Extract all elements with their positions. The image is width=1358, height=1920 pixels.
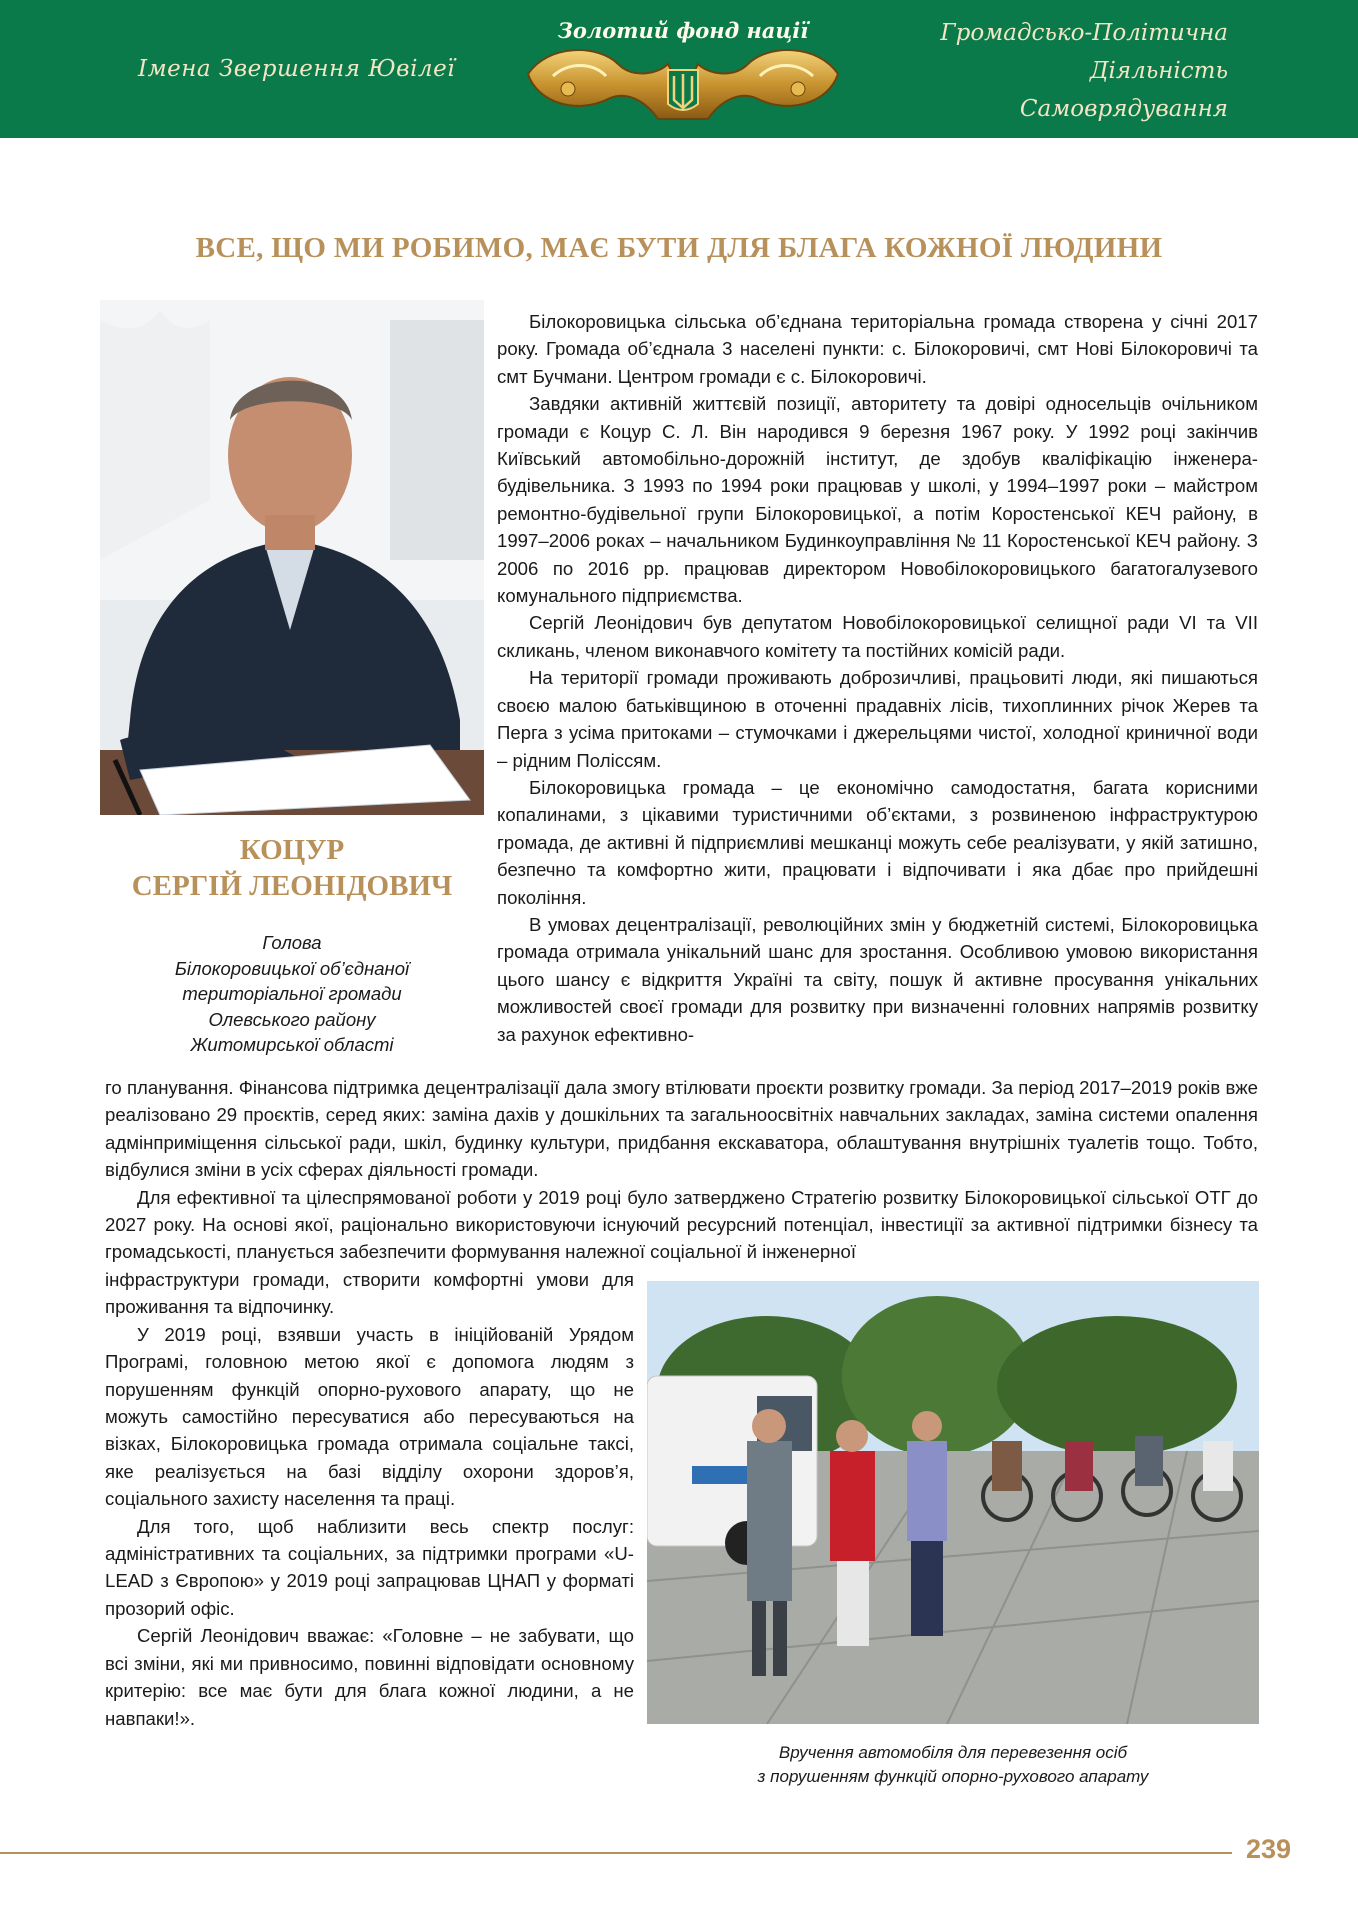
portrait-photo <box>100 300 484 815</box>
paragraph: інфраструктури громади, створити комфортні умови для проживання та відпочинку. <box>105 1269 634 1318</box>
person-role <box>100 930 484 1058</box>
paragraph: Сергій Леонідович був депутатом Новобілокоровицької селищної ради VI та VII скликань, членом виконавчого комітету та постійних комісій ради. <box>497 612 1258 661</box>
role-line: Житомирської області <box>190 1034 394 1055</box>
paragraph: Білокоровицька громада – це економічно самодостатня, багата корисними копалинами, з цікавими туристичними об’єктами, з розвиненою інфраструктурою громада, де активні й підприємливі мешканці можуть себе реалізувати, у якій затишно, безпечно та комфортно жити, працювати і відпочивати і яка дбає про прийдешні покоління. <box>497 776 1258 908</box>
header-right-line: Самоврядування <box>1019 96 1228 122</box>
caption-line: з порушенням функцій опорно-рухового апарату <box>757 1767 1149 1786</box>
header-right-line: Громадсько-Політична <box>940 20 1228 46</box>
paragraph: Сергій Леонідович вважає: «Головне – не забувати, що всі зміни, які ми привносимо, повинні відповідати основному критерію: все має бути для блага кожної людини, а не навпаки!». <box>105 1625 634 1729</box>
article-title: ВСЕ, ЩО МИ РОБИМО, МАЄ БУТИ ДЛЯ БЛАГА КОЖНОЇ ЛЮДИНИ <box>195 232 1163 264</box>
right-column-text <box>497 308 1258 1048</box>
paragraph: Для того, щоб наблизити весь спектр послуг: адміністративних та соціальних, за підтримки програми «U-LEAD з Європою» у 2019 році запрацював ЦНАП у форматі прозорий офіс. <box>105 1515 634 1619</box>
paragraph: Для ефективної та цілеспрямованої роботи у 2019 році було затверджено Стратегію розвитку Білокоровицької сільської ОТГ до 2027 року. На основі якої, раціонально використовуючи існуючий ресурсний потенціал, інвестиції за активної підтримки бізнесу та громадськості, планується забезпечити формування належної соціальної й інженерної <box>105 1186 1258 1263</box>
person-surname: КОЦУР <box>239 834 345 866</box>
role-line: територіальної громади <box>182 983 402 1004</box>
header-right-line: Діяльність <box>1089 58 1228 84</box>
header-left-text: Імена Звершення Ювілеї <box>138 56 456 82</box>
logo-title: Золотий фонд нації <box>557 18 809 43</box>
header-band <box>0 0 1358 138</box>
paragraph: В умовах децентралізації, революційних змін у бюджетній системі, Білокоровицька громада отримала унікальний шанс для зростання. Особливою умовою використання цього шансу є відкриття Україні та світу, пошук й активне просування унікальних можливостей своєї громади для розвитку при визначенні головних напрямів розвитку за рахунок ефективно- <box>497 913 1258 1045</box>
golden-fund-logo <box>508 4 858 138</box>
header-right-text <box>928 14 1228 128</box>
role-line: Олевського району <box>208 1008 376 1030</box>
paragraph: го планування. Фінансова підтримка децентралізації дала змогу втілювати проєкти розвитку громади. За період 2017–2019 років вже реалізовано 29 проєктів, серед яких: заміна дахів у дошкільних та загальноосвітніх навчальних закладах, заміна системи опалення адмінприміщення сільської ради, шкіл, будинку культури, придбання екскаватора, облаштування внутрішніх туалетів тощо. Тобто, відбулися зміни в усіх сферах діяльності громади. <box>105 1077 1258 1181</box>
photo-caption <box>647 1741 1259 1789</box>
full-width-text <box>105 1074 1258 1266</box>
role-line: Білокоровицької об’єднаної <box>174 957 410 979</box>
person-name <box>100 832 484 904</box>
paragraph: У 2019 році, взявши участь в ініційованій Урядом Програмі, головною метою якої є допомога людям з порушенням функцій опорно-рухового апарату, що не можуть самостійно пересуватися або пересуваються на візках, Білокоровицька громада отримала соціальне таксі, яке реалізується на базі відділу охорони здоров’я, соціального захисту населення та праці. <box>105 1323 634 1510</box>
caption-line: Вручення автомобіля для перевезення осіб <box>778 1743 1128 1762</box>
page-number: 239 <box>1246 1834 1292 1864</box>
bottom-left-text <box>105 1266 634 1732</box>
event-photo <box>647 1281 1259 1724</box>
footer-divider <box>0 1852 1232 1854</box>
paragraph: На території громади проживають доброзичливі, працьовиті люди, які пишаються своєю малою батьківщиною в оточенні прадавніх лісів, тихоплинних річок Жерев та Перга з усіма притоками – стумочками і джерельцями чистої, холодної криничної води – рідним Поліссям. <box>497 667 1258 771</box>
paragraph: Завдяки активній життєвій позиції, авторитету та довірі односельців очільником громади є Коцур С. Л. Він народився 9 березня 1967 року. У 1992 році закінчив Київський автомобільно-дорожній інститут, де здобув кваліфікацію інженера-будівельника. З 1993 по 1994 роки працював у школі, у 1994–1997 роки – майстром ремонтно-будівельної групи Білокоровицької, а потім Коростенської КЕЧ району, в 1997–2006 роках – начальником Будинкоуправління № 11 Коростенської КЕЧ району. З 2006 по 2016 рр. працював директором Новобілокоровицького багатогалузевого комунального підприємства. <box>497 393 1258 607</box>
paragraph: Білокоровицька сільська об’єднана територіальна громада створена у січні 2017 року. Громада об’єднала 3 населені пункти: с. Білокоровичі, смт Нові Білокоровичі та смт Бучмани. Центром громади є с. Білокоровичі. <box>497 311 1258 387</box>
role-line: Голова <box>262 932 322 953</box>
person-given-names: СЕРГІЙ ЛЕОНІДОВИЧ <box>131 870 453 902</box>
